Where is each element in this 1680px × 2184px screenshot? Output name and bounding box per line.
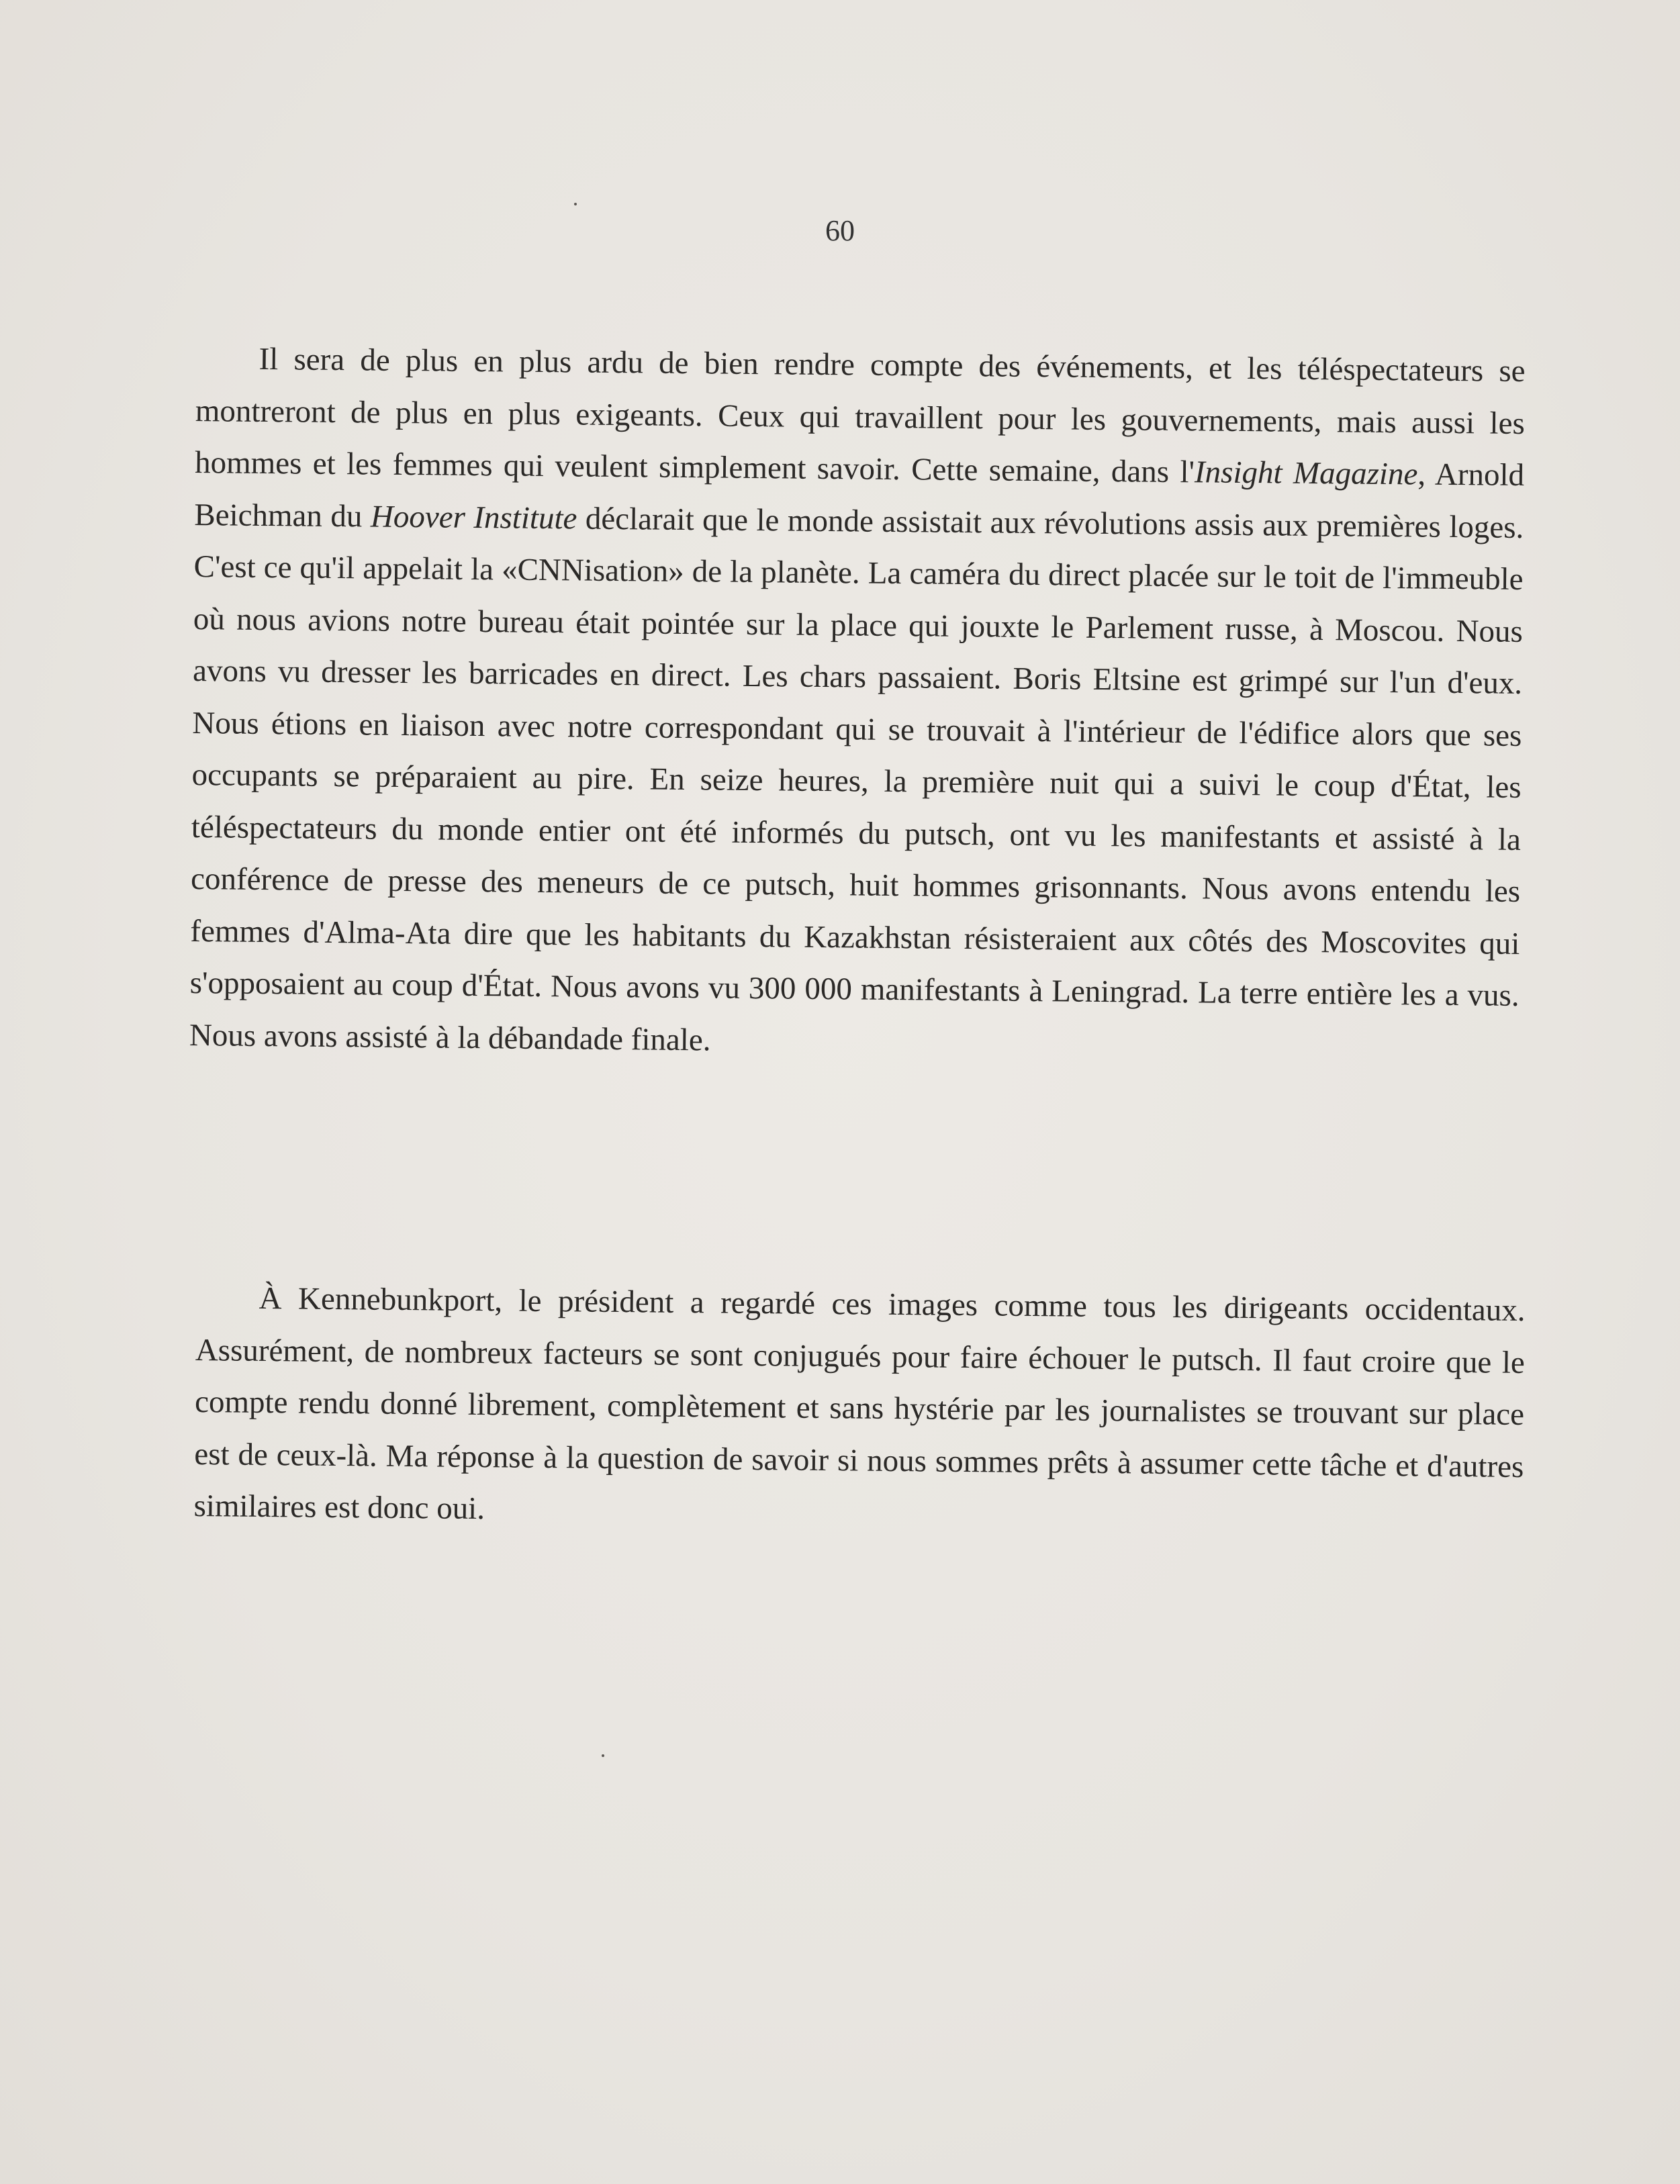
- paper-speck: [574, 203, 577, 205]
- paragraph-2-segment: À Kennebunkport, le président a regardé ces images comme tous les dirigeants occidentaux. Assurément, de nombreux facteurs se sont conjugués pour faire échouer le putsch. Il faut croire que le compte rendu donné librement, complètement et sans hystérie par les journalistes se trouvant sur place est de ceux-là. Ma réponse à la question de savoir si nous sommes prêts à assumer cette tâche et d'autres similaires est donc oui.: [193, 1280, 1526, 1527]
- paragraph-1-segment: déclarait que le monde assistait aux révolutions assis aux premières loges. C'est ce qu'il appelait la «CNNisation» de la planète. La caméra du direct placée sur le toit de l'immeuble où nous avions notre bureau était pointée sur la place qui jouxte le Parlement russe, à Moscou. Nous avons vu dresser les barricades en direct. Les chars passaient. Boris Eltsine est grimpé sur l'un d'eux. Nous étions en liaison avec notre correspondant qui se trouvait à l'intérieur de l'édifice alors que ses occupants se préparaient au pire. En seize heures, la première nuit qui a suivi le coup d'État, les téléspectateurs du monde entier ont été informés du putsch, ont vu les manifestants et assisté à la conférence de presse des meneurs de ce putsch, huit hommes grisonnants. Nous avons entendu les femmes d'Alma-Ata dire que les habitants du Kazakhstan résisteraient aux côtés des Moscovites qui s'opposaient au coup d'État. Nous avons vu 300 000 manifestants à Leningrad. La terre entière les a vus. Nous avons assisté à la débandade finale.: [189, 500, 1524, 1057]
- paragraph-1-text: [189, 333, 1526, 1074]
- page-number: 60: [825, 214, 855, 247]
- magazine-title: Insight Magazine: [1194, 455, 1418, 492]
- paragraph-1-segment: Il sera de plus en plus ardu de bien rendre compte des événements, et les téléspectateurs se montreront de plus en plus exigeants. Ceux qui travaillent pour les gouvernements, mais aussi les hommes et les femmes qui veulent simplement savoir. Cette semaine, dans l': [194, 341, 1526, 490]
- paragraph-1-segment: , Arnold Beichman du: [194, 457, 1525, 534]
- institute-name: Hoover Institute: [370, 499, 577, 536]
- paragraph-2: [193, 1272, 1526, 1545]
- paper-speck: [602, 1754, 604, 1757]
- paragraph-2-text: [193, 1272, 1526, 1545]
- paragraph-1: [189, 333, 1526, 1074]
